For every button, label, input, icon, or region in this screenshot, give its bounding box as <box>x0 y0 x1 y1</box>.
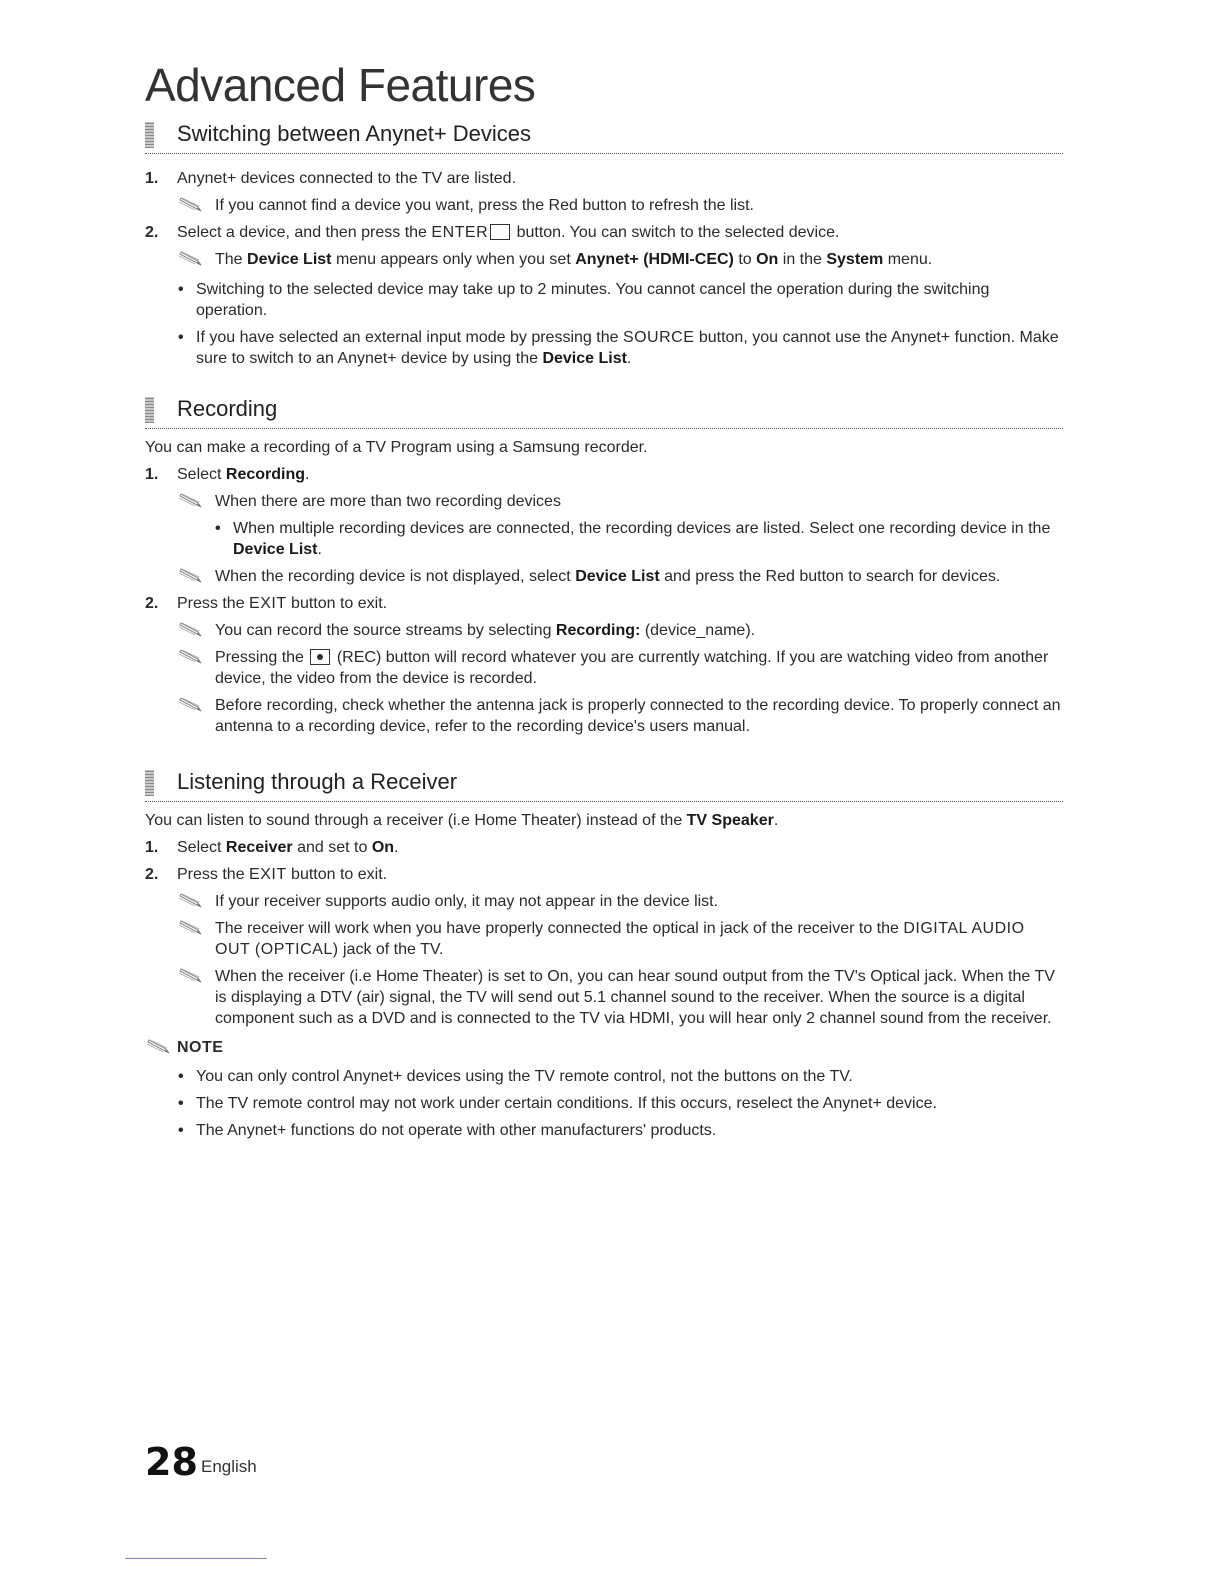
section-header <box>145 119 1063 154</box>
bullet-dot: • <box>178 1122 184 1139</box>
jack-label: DIGITAL AUDIO OUT (OPTICAL) <box>215 920 1025 958</box>
section-recording <box>145 394 1063 737</box>
note <box>145 249 1063 270</box>
note-text: and press the Red button to search for devices. <box>659 568 1001 585</box>
menu-term: Device List <box>247 251 332 268</box>
note-text: Pressing the <box>215 649 309 666</box>
page-language: English <box>201 1457 257 1476</box>
note-text: If you cannot find a device you want, press the Red button to refresh the list. <box>215 197 754 214</box>
step-number: 1. <box>145 170 159 187</box>
menu-term: System <box>826 251 884 268</box>
note-text: When the receiver (i.e Home Theater) is set to On, you can hear sound output from the TV's Optical jack. When the TV is displaying a DTV (air) signal, the TV will send out 5.1 channel sound to the receiver. When the source is a digital component such as a DVD and is connected to the TV via HDMI, you will hear only 2 channel sound from the receiver. <box>215 968 1055 1027</box>
section-marker <box>145 122 154 148</box>
section-switching <box>145 119 1063 369</box>
exit-key-label: EXIT <box>249 595 287 612</box>
rec-button-icon <box>310 649 330 665</box>
step-text: button. You can switch to the selected device. <box>512 224 840 241</box>
note <box>145 491 1063 512</box>
bullet-dot: • <box>178 1095 184 1112</box>
bullet-dot: • <box>215 520 221 537</box>
pencil-note-icon <box>177 251 205 267</box>
page-title: Advanced Features <box>145 59 536 111</box>
step-number: 2. <box>145 866 159 883</box>
exit-key-label: EXIT <box>249 866 287 883</box>
note-text: Before recording, check whether the antenna jack is properly connected to the recording device. To properly connect an antenna to a recording device, refer to the recording device's users manual. <box>215 697 1061 735</box>
footer-divider <box>125 1558 267 1559</box>
step-number: 1. <box>145 466 159 483</box>
step-text: Press the <box>177 866 250 883</box>
bullet-text: You can only control Anynet+ devices using the TV remote control, not the buttons on the TV. <box>196 1068 853 1085</box>
step-number: 2. <box>145 595 159 612</box>
step-text: . <box>394 839 399 856</box>
note <box>145 620 1063 641</box>
bullet-dot: • <box>178 329 184 346</box>
note-text: The receiver will work when you have properly connected the optical in jack of the receiver to the <box>215 920 904 937</box>
intro-text: You can listen to sound through a receiver (i.e Home Theater) instead of the <box>145 812 687 829</box>
menu-term: Device List <box>542 350 627 367</box>
note <box>145 918 1063 960</box>
step-1 <box>145 168 1063 189</box>
step-text: Select a device, and then press the <box>177 224 432 241</box>
bullet-text: If you have selected an external input mode by pressing the <box>196 329 623 346</box>
section-receiver <box>145 767 1063 1141</box>
bullet-dot: • <box>178 1068 184 1085</box>
source-key-label: SOURCE <box>622 329 695 346</box>
step-text: Anynet+ devices connected to the TV are listed. <box>177 170 517 187</box>
bullet-text: When multiple recording devices are connected, the recording devices are listed. Select one recording device in the <box>233 520 1051 537</box>
note <box>145 966 1063 1029</box>
bullet-text: . <box>317 541 322 558</box>
note-text: menu appears only when you set <box>331 251 576 268</box>
note-label: NOTE <box>177 1039 224 1056</box>
menu-term: On <box>756 251 779 268</box>
bullet-dot: • <box>178 281 184 298</box>
bullet-item <box>145 1120 1063 1141</box>
pencil-note-icon <box>177 649 205 665</box>
note-heading <box>145 1037 1063 1058</box>
section-title: Recording <box>177 396 278 421</box>
note-text: menu. <box>883 251 933 268</box>
step-2 <box>145 593 1063 614</box>
step-number: 2. <box>145 224 159 241</box>
bullet-item <box>145 327 1063 369</box>
note <box>145 695 1063 737</box>
bullet-item <box>145 518 1063 560</box>
pencil-note-icon <box>177 622 205 638</box>
step-text: button to exit. <box>286 595 388 612</box>
menu-term: On <box>371 839 395 856</box>
bullet-item <box>145 279 1063 321</box>
step-2 <box>145 864 1063 885</box>
step-text: button to exit. <box>286 866 388 883</box>
intro-text: You can make a recording of a TV Program using a Samsung recorder. <box>145 439 648 456</box>
note-text: (device_name). <box>640 622 756 639</box>
bullet-item <box>145 1066 1063 1087</box>
section-marker <box>145 397 154 423</box>
note-text: If your receiver supports audio only, it may not appear in the device list. <box>215 893 719 910</box>
section-title: Listening through a Receiver <box>177 769 458 794</box>
bullet-text: The Anynet+ functions do not operate with other manufacturers' products. <box>196 1122 717 1139</box>
menu-term: Receiver <box>225 839 293 856</box>
note <box>145 647 1063 689</box>
bullet-text: . <box>626 350 632 367</box>
menu-term: Recording: <box>555 622 641 639</box>
note-text: to <box>733 251 757 268</box>
note-text: When the recording device is not displayed, select <box>215 568 576 585</box>
step-text: Press the <box>177 595 250 612</box>
section-header <box>145 767 1063 802</box>
step-2 <box>145 222 1063 243</box>
note-text: The <box>215 251 248 268</box>
pencil-note-icon <box>177 493 205 509</box>
step-text: and set to <box>292 839 372 856</box>
note-text: jack of the TV. <box>338 941 444 958</box>
step-text: Select <box>177 466 226 483</box>
pencil-note-icon <box>177 968 205 984</box>
menu-term: Device List <box>233 541 318 558</box>
step-1 <box>145 837 1063 858</box>
enter-key-label: ENTER <box>431 224 489 241</box>
enter-button-icon <box>490 224 510 240</box>
pencil-note-icon <box>145 1039 173 1055</box>
menu-term: TV Speaker <box>686 812 774 829</box>
menu-term: Anynet+ (HDMI-CEC) <box>575 251 734 268</box>
step-number: 1. <box>145 839 159 856</box>
pencil-note-icon <box>177 697 205 713</box>
bullet-text: The TV remote control may not work under certain conditions. If this occurs, reselect the Anynet+ device. <box>196 1095 937 1112</box>
note-text: (REC) button will record whatever you are currently watching. If you are watching video from another device, the video from the device is recorded. <box>215 649 1049 687</box>
pencil-note-icon <box>177 920 205 936</box>
bullet-text: button, you cannot use the Anynet+ function. Make sure to switch to an Anynet+ device by using the <box>196 329 1059 367</box>
section-marker <box>145 770 154 796</box>
note <box>145 566 1063 587</box>
menu-term: Device List <box>575 568 660 585</box>
pencil-note-icon <box>177 197 205 213</box>
note-text: in the <box>778 251 827 268</box>
step-text: . <box>305 466 310 483</box>
intro-text: . <box>773 812 779 829</box>
note-text: You can record the source streams by selecting <box>215 622 556 639</box>
bullet-text: Switching to the selected device may take up to 2 minutes. You cannot cancel the operation during the switching operation. <box>196 281 990 319</box>
step-1 <box>145 464 1063 485</box>
pencil-note-icon <box>177 568 205 584</box>
section-header <box>145 394 1063 429</box>
note-text: When there are more than two recording devices <box>215 493 561 510</box>
pencil-note-icon <box>177 893 205 909</box>
intro <box>145 810 1063 831</box>
step-text: Select <box>177 839 226 856</box>
note <box>145 195 1063 216</box>
bullet-item <box>145 1093 1063 1114</box>
page-number: 28 <box>145 1440 198 1484</box>
section-title: Switching between Anynet+ Devices <box>177 121 532 146</box>
note <box>145 891 1063 912</box>
menu-term: Recording <box>225 466 306 483</box>
